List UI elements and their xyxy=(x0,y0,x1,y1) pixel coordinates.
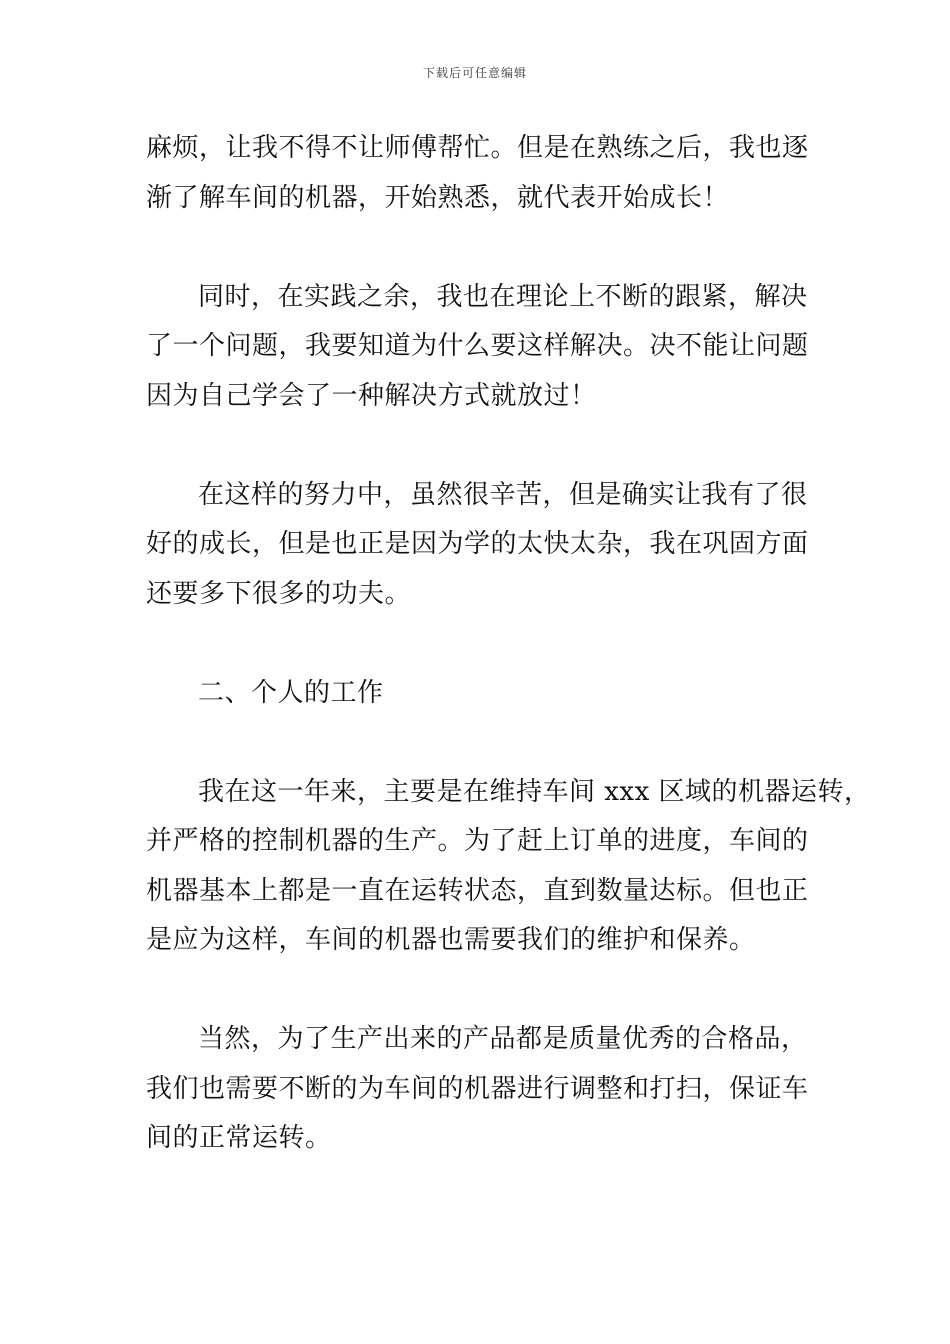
paragraph-4 xyxy=(146,768,871,966)
paragraph-line: 机器基本上都是一直在运转状态，直到数量达标。但也正 xyxy=(146,875,809,906)
page-header: 下载后可任意编辑 xyxy=(422,66,527,80)
paragraph-line: 是应为这样，车间的机器也需要我们的维护和保养。 xyxy=(146,925,756,955)
paragraph-line: 麻烦，让我不得不让师傅帮忙。但是在熟练之后，我也逐 xyxy=(146,133,809,163)
paragraph-line: 间的正常运转。 xyxy=(146,1123,332,1153)
paragraph-line: 我们也需要不断的为车间的机器进行调整和打扫，保证车 xyxy=(146,1073,809,1104)
paragraph-line: 渐了解车间的机器，开始熟悉，就代表开始成长！ xyxy=(146,182,730,213)
paragraph-line: 同时，在实践之余，我也在理论上不断的跟紧，解决 xyxy=(198,281,808,312)
document-body xyxy=(146,124,871,1213)
paragraph-3 xyxy=(146,471,836,620)
section-heading-text: 二、个人的工作 xyxy=(198,677,384,708)
paragraph-line: 在这样的努力中，虽然很辛苦，但是确实让我有了很 xyxy=(198,479,808,510)
paragraph-line: 还要多下很多的功夫。 xyxy=(146,578,412,609)
section-heading xyxy=(146,669,836,719)
paragraph-line: 好的成长，但是也正是因为学的太快太杂，我在巩固方面 xyxy=(146,529,809,559)
paragraph-5 xyxy=(146,1015,836,1164)
paragraph-line: 当然，为了生产出来的产品都是质量优秀的合格品， xyxy=(198,1024,808,1054)
paragraph-line: 因为自己学会了一种解决方式就放过！ xyxy=(146,380,597,411)
paragraph-line: 我在这一年来，主要是在维持车间 xxx 区域的机器运转， xyxy=(198,776,871,807)
paragraph-1 xyxy=(146,124,836,223)
paragraph-line: 了一个问题，我要知道为什么要这样解决。决不能让问题 xyxy=(146,331,809,361)
paragraph-line: 并严格的控制机器的生产。为了赶上订单的进度，车间的 xyxy=(146,826,809,856)
paragraph-2 xyxy=(146,273,836,422)
